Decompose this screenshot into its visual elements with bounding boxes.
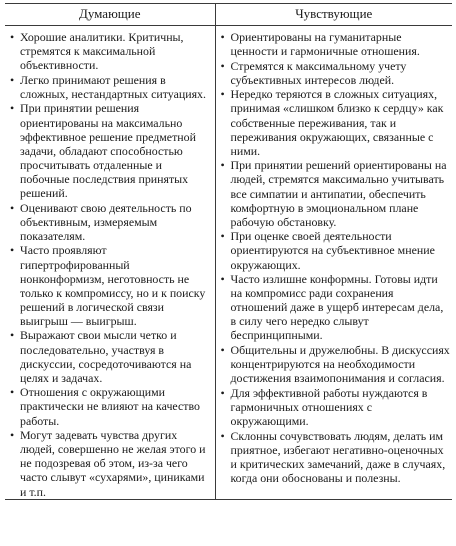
list-item [221,386,451,428]
column-header-thinking: Думающие [5,4,215,26]
column-header-feeling: Чувствующие [215,4,452,26]
bullet-icon: • [10,328,15,343]
list-item [221,272,451,342]
list-item-text: При оценке своей деятельности ориентируются на субъективное мнение окружающих. [230,229,435,272]
list-item-text: Могут задевать чувства других людей, совершенно не желая этого и не подозревая об этом, из-за чего часто слывут «сухарями», циниками и т.п. [20,428,206,499]
table-header-row [5,4,452,26]
bullet-icon: • [220,343,225,358]
list-item [221,429,451,485]
bullet-icon: • [10,428,15,443]
bullet-icon: • [10,200,15,215]
list-item-text: При принятии решений ориентированы на людей, стремятся максимально учитывать все симпатии и антипатии, обеспечить комфортную в эмоциональном плане рабочую обстановку. [230,158,447,229]
list-item [10,428,211,498]
bullet-icon: • [220,58,225,73]
list-item [10,73,211,101]
bullet-icon: • [220,428,225,443]
bullet-icon: • [220,158,225,173]
comparison-table [5,3,452,500]
list-item [221,343,451,385]
list-item-text: Часто проявляют гипертрофированный нонконформизм, неготовность не только к компромиссу, но и к поиску решений в логической связи выигрыш — выигрыш. [20,243,206,328]
list-item [10,201,211,243]
list-item-text: Хорошие аналитики. Критичны, стремятся к максимальной объективности. [20,30,184,73]
list-item [221,229,451,271]
bullet-icon: • [10,101,15,116]
bullet-icon: • [220,272,225,287]
list-item [10,101,211,200]
table-body-row [5,26,452,500]
feeling-column [215,26,452,500]
list-item [10,328,211,384]
list-item-text: Выражают свои мысли четко и последовательно, участвуя в дискуссии, сосредоточиваются на целях и задачах. [20,328,192,385]
bullet-icon: • [220,385,225,400]
bullet-icon: • [220,229,225,244]
list-item-text: Нередко теряются в сложных ситуациях, принимая «слишком близко к сердцу» как собственные переживания, так и переживания окружающих, связанные с ними. [230,87,444,158]
feeling-list [221,30,451,485]
list-item-text: Склонны сочувствовать людям, делать им приятное, избегают негативно-оценочных и критических замечаний, даже в случаях, когда они обоснованы и полезны. [230,428,446,485]
bullet-icon: • [220,30,225,44]
list-item-text: При принятии решения ориентированы на максимально эффективное решение предметной задачи, обладают способностью просчитывать отдаленные и побочные последствия принятых решений. [20,101,196,201]
bullet-icon: • [220,87,225,102]
list-item-text: Легко принимают решения в сложных, нестандартных ситуациях. [20,72,206,101]
list-item [221,158,451,228]
list-item [10,385,211,427]
list-item-text: Отношения с окружающими практически не влияют на качество работы. [20,385,200,428]
thinking-column [5,26,215,500]
list-item-text: Оценивают свою деятельность по объективным, измеряемым показателям. [20,200,192,243]
list-item [221,59,451,87]
list-item-text: Ориентированы на гуманитарные ценности и гармоничные отношения. [230,30,420,59]
list-item [10,243,211,328]
bullet-icon: • [10,30,15,44]
list-item-text: Общительны и дружелюбны. В дискуссиях концентрируются на необходимости достижения взаимопонимания и согласия. [230,343,450,386]
bullet-icon: • [10,243,15,258]
list-item [221,87,451,157]
list-item [221,30,451,58]
bullet-icon: • [10,385,15,400]
list-item-text: Для эффективной работы нуждаются в гармоничных отношениях с окружающими. [230,385,428,429]
list-item-text: Стремятся к максимальному учету субъективных интересов людей. [230,58,407,87]
thinking-list [10,30,211,499]
bullet-icon: • [10,72,15,87]
list-item [10,30,211,72]
list-item-text: Часто излишне конформны. Готовы идти на компромисс ради сохранения отношений даже в ущерб интересам дела, в силу чего нередко слывут беспринципными. [230,272,444,343]
